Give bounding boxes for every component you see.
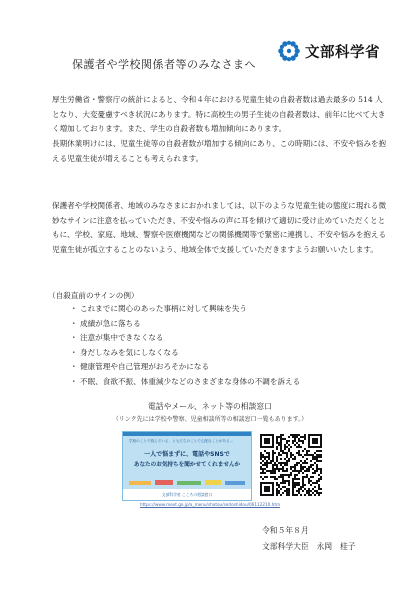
ministry-name: 文部科学省 xyxy=(305,44,380,61)
signs-list xyxy=(70,302,300,390)
signer-name: 文部科学大臣 永岡 桂子 xyxy=(262,542,356,551)
examples-title: （自殺直前のサインの例） xyxy=(48,291,139,300)
qr-code-icon[interactable] xyxy=(258,432,324,498)
banner-stripe xyxy=(123,432,251,436)
paragraph-holiday-period: 長期休業明けには、児童生徒等の自殺者数が増加する傾向にあり、この時期には、不安や悩みを抱える児童生徒が増えることも考えられます。 xyxy=(52,139,387,163)
list-item: ・ 成績が急に落ちる xyxy=(70,318,141,328)
banner-small-text: 学校のことで悩んでいる、ともだちのことで心配なことがある… xyxy=(129,439,234,443)
ministry-logo xyxy=(276,38,380,64)
paragraph-statistics: 厚生労働省・警察庁の統計によると、令和４年における児童生徒の自殺者数は過去最多の 514 人となり、大変憂慮すべき状況にあります。特に高校生の男子生徒の自殺者数は、前年に比べて大きく増加しております。また、学生の自殺者数も増加傾向にあります。 xyxy=(52,95,386,134)
issue-date: 令和５年８月 xyxy=(262,526,309,535)
paragraph-request: 保護者や学校関係者、地域のみなさまにおかれましては、以下のような児童生徒の態度に現れる微妙なサインに注意を払っていただき、不安や悩みの声に耳を傾けて適切に受け止めていただくとともに、学校、家庭、地域、警察や医療機関などの関係機関等で緊密に連携し、不安や悩みを抱える児童生徒が孤立することのないよう、地域全体で支援していただきますようお願いいたします。 xyxy=(52,201,387,254)
ministry-emblem-icon xyxy=(276,38,302,64)
pencils-illustration-icon xyxy=(125,478,249,488)
list-item: ・ 健康管理や自己管理がおろそかになる xyxy=(70,362,210,372)
banner-headline: 一人で悩まずに、電話やSNSで xyxy=(144,451,230,458)
consultation-link[interactable]: https://www.mext.go.jp/a_menu/shotou/seitoshidou/06112210.htm xyxy=(139,502,281,507)
consultation-banner[interactable] xyxy=(122,431,252,501)
list-item: ・ 注意が集中できなくなる xyxy=(70,333,164,343)
greeting-heading: 保護者や学校関係者等のみなさまへ xyxy=(72,58,256,71)
consultation-note: （リンク先には学校や警察、児童相談所等の相談窓口一覧もあります。） xyxy=(112,416,308,423)
banner-subheadline: あなたのお気持ちを聞かせてくれませんか xyxy=(133,462,241,468)
banner-footer: 文部科学省 こころの相談窓口 xyxy=(123,489,251,500)
list-item: ・ これまでに関心のあった事柄に対して興味を失う xyxy=(70,304,247,313)
list-item: ・ 不眠、食欲不振、体重減少などのさまざまな身体の不調を訴える xyxy=(70,376,301,386)
consultation-title: 電話やメール、ネット等の相談窓口 xyxy=(148,402,272,411)
list-item: ・ 身だしなみを気にしなくなる xyxy=(70,347,179,357)
